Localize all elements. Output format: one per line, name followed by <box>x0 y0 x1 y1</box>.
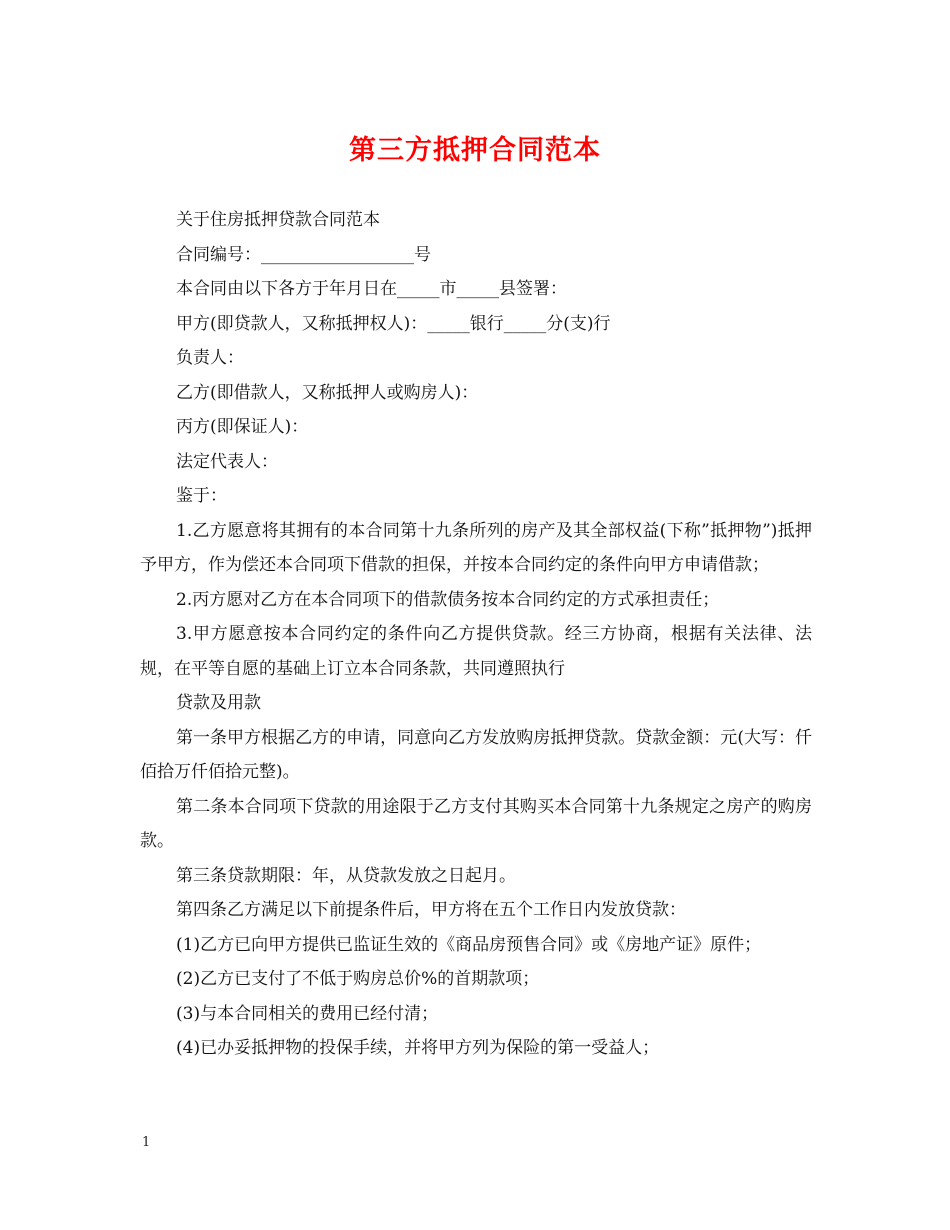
paragraph: 第四条乙方满足以下前提条件后，甲方将在五个工作日内发放贷款： <box>176 900 686 920</box>
paragraph: 鉴于： <box>176 486 227 506</box>
list-item: (2)乙方已支付了不低于购房总价%的首期款项； <box>176 969 540 989</box>
paragraph: 乙方(即借款人，又称抵押人或购房人)： <box>176 382 479 403</box>
paragraph: 甲方(即贷款人，又称抵押权人)：_____银行_____分(支)行 <box>176 313 611 334</box>
paragraph: 1.乙方愿意将其拥有的本合同第十九条所列的房产及其全部权益(下称”抵押物”)抵押予甲方，作为偿还本合同项下借款的担保，并按本合同约定的条件向甲方申请借款； <box>140 520 812 575</box>
paragraph: 第一条甲方根据乙方的申请，同意向乙方发放购房抵押贷款。贷款金额：元(大写：仟佰拾万仟佰拾元整)。 <box>140 727 812 782</box>
paragraph: 丙方(即保证人)： <box>176 417 309 437</box>
paragraph: 第三条贷款期限：年，从贷款发放之日起月。 <box>176 865 516 886</box>
section-heading: 贷款及用款 <box>176 693 261 713</box>
document-title: 第三方抵押合同范本 <box>349 135 601 166</box>
paragraph: 关于住房抵押贷款合同范本 <box>176 210 380 230</box>
paragraph: 合同编号：__________________号 <box>176 244 431 265</box>
list-item: (3)与本合同相关的费用已经付清； <box>176 1003 439 1024</box>
paragraph: 2.丙方愿对乙方在本合同项下的借款债务按本合同约定的方式承担责任； <box>176 589 720 610</box>
paragraph: 本合同由以下各方于年月日在_____市_____县签署： <box>176 279 567 299</box>
list-item: (4)已办妥抵押物的投保手续，并将甲方列为保险的第一受益人； <box>176 1038 660 1058</box>
paragraph: 负责人： <box>176 348 244 368</box>
page-number: 1 <box>142 1135 151 1150</box>
paragraph: 第二条本合同项下贷款的用途限于乙方支付其购买本合同第十九条规定之房产的购房款。 <box>140 796 812 851</box>
list-item: (1)乙方已向甲方提供已监证生效的《商品房预售合同》或《房地产证》原件； <box>176 934 762 955</box>
paragraph: 3.甲方愿意按本合同约定的条件向乙方提供贷款。经三方协商，根据有关法律、法规，在平等自愿的基础上订立本合同条款，共同遵照执行 <box>140 624 812 679</box>
paragraph: 法定代表人： <box>176 451 278 472</box>
document-body <box>140 203 812 1066</box>
